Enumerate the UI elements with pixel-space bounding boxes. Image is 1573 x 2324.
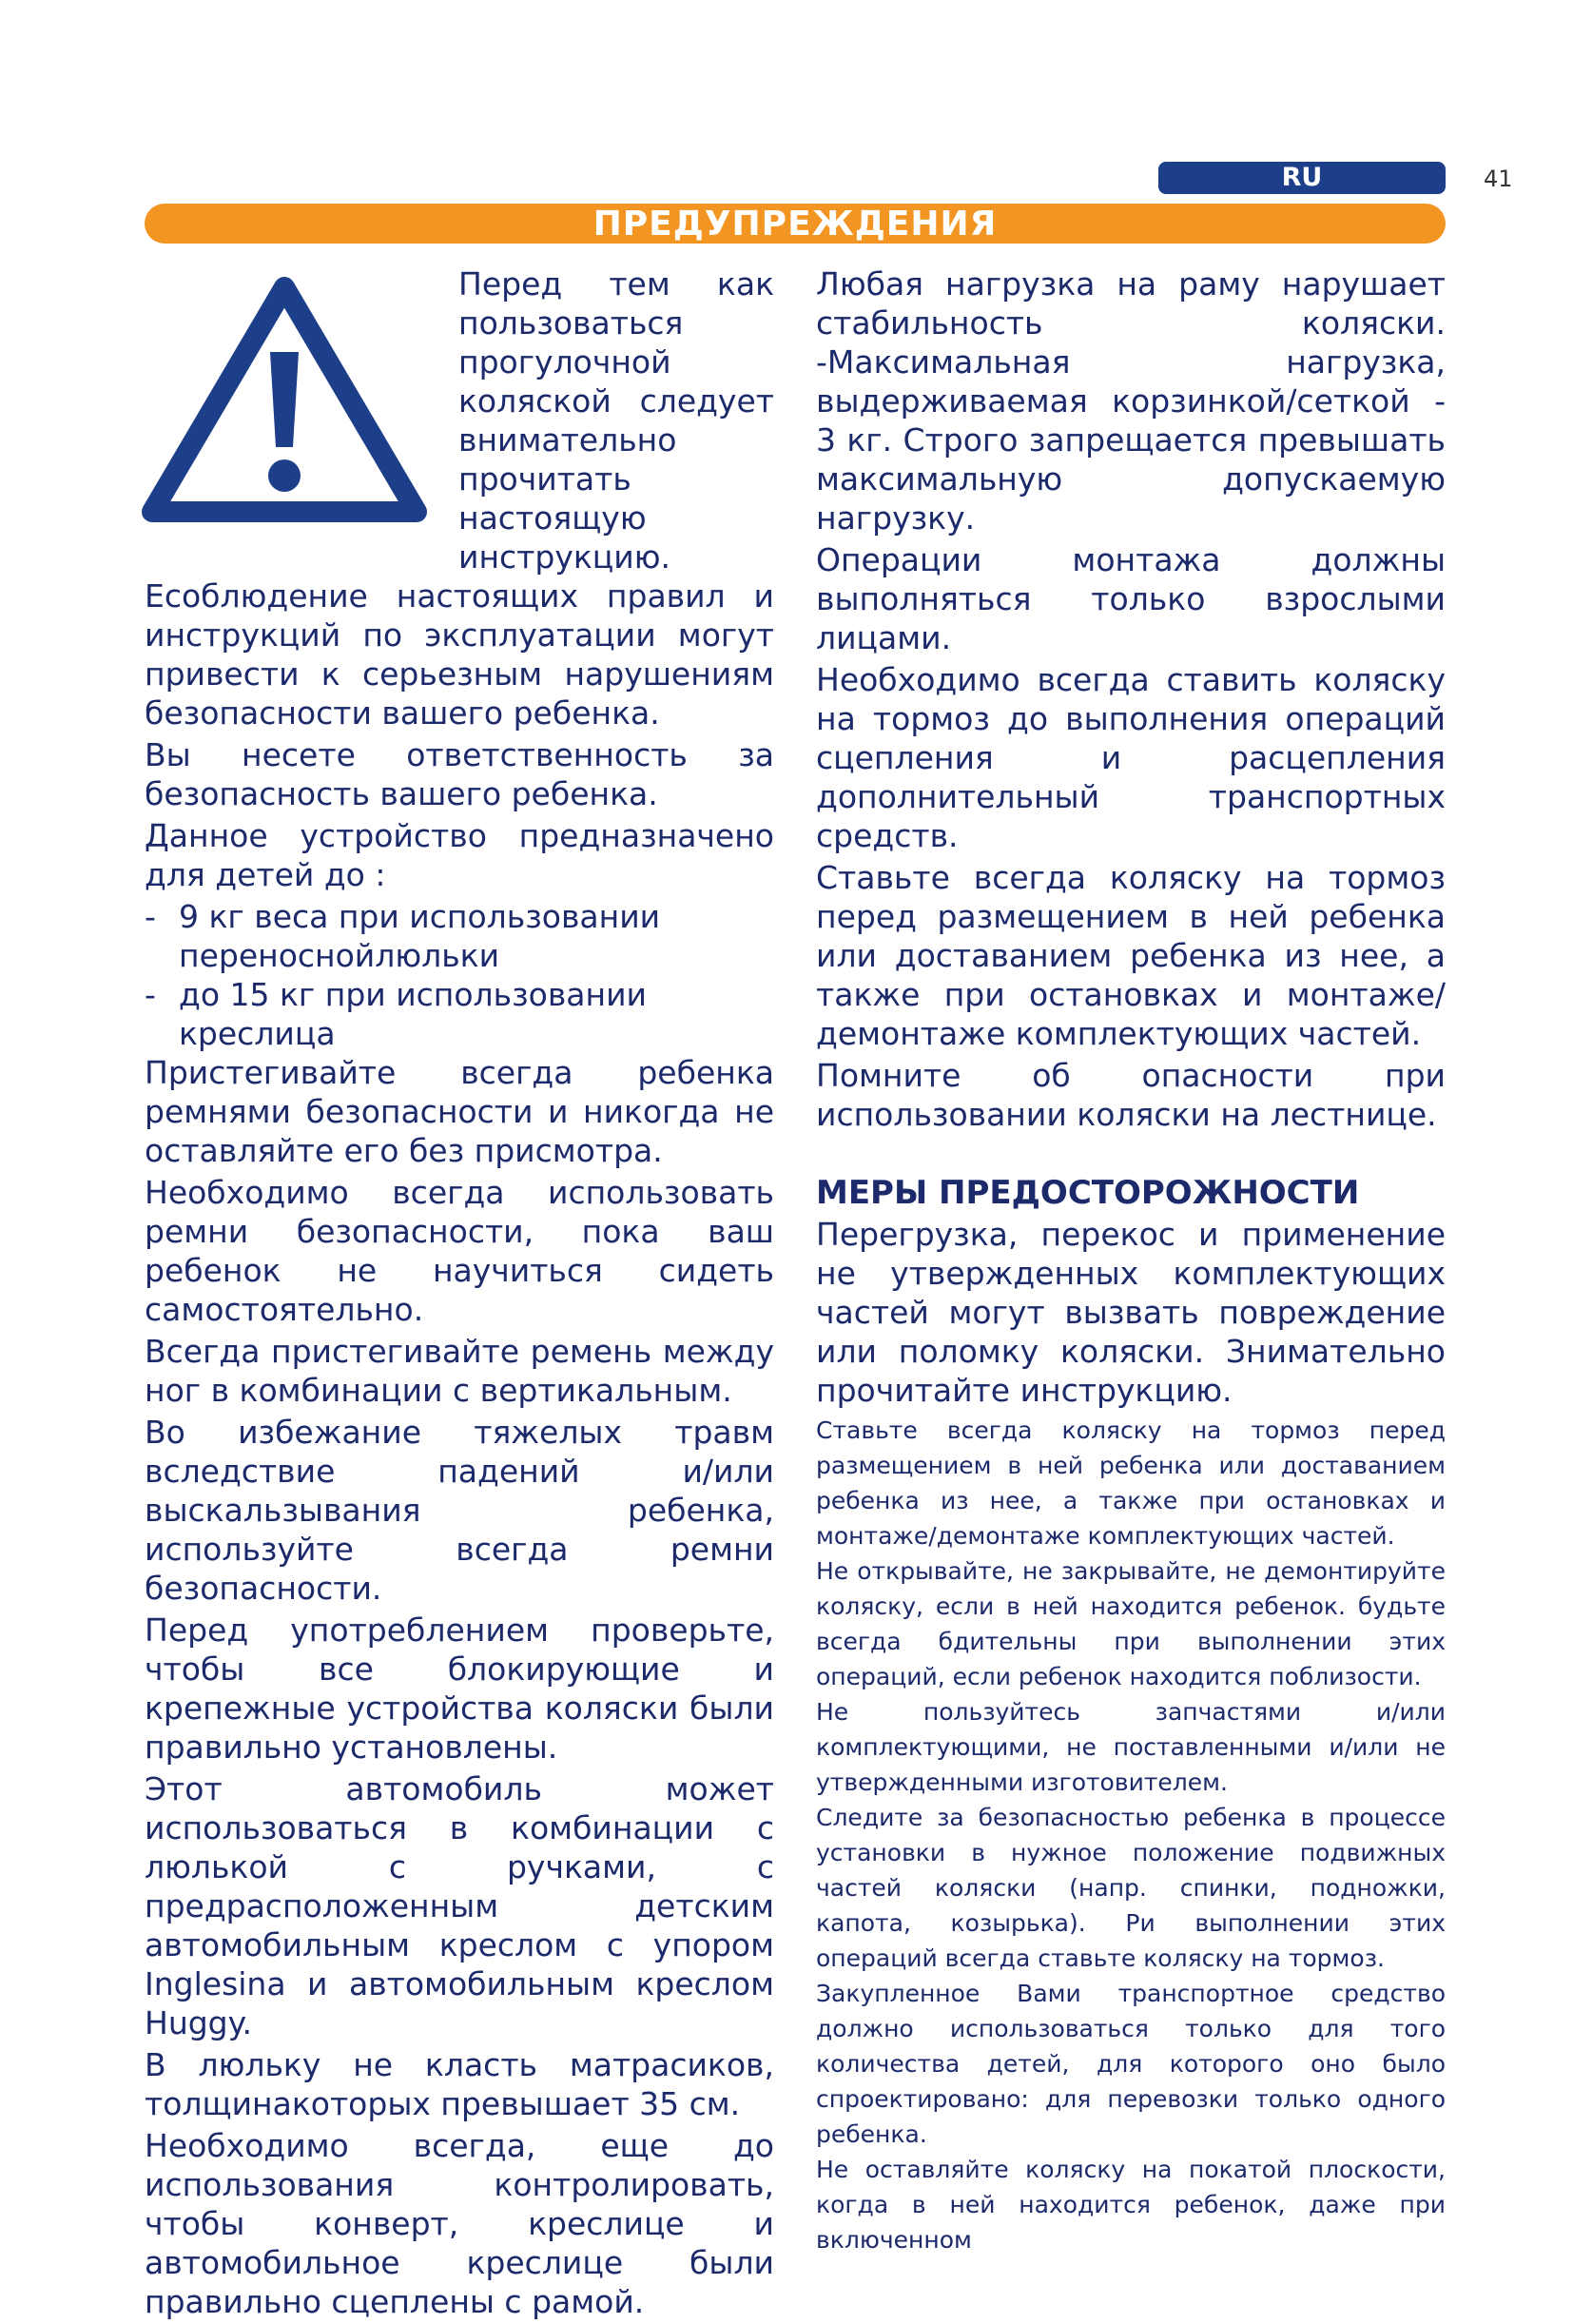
left-column	[145, 264, 774, 2324]
precaution-item: Не открывайте, не закрывайте, не демонтируйте коляску, если в ней находится ребенок. будьте всегда бдительны при выполнении этих операций, если ребенок находится поблизости.	[816, 1557, 1446, 1690]
overload-paragraph: Перегрузка, перекос и применение не утвержденных комплектующих частей могут вызвать повреждение или поломку коляски. Знимательно прочитайте инструкцию.	[816, 1216, 1446, 1409]
stairs-paragraph: Помните об опасности при использовании коляски на лестнице.	[816, 1057, 1446, 1133]
check-locks-paragraph: Перед употреблением проверьте, чтобы все блокирующие и крепежные устройства коляски были правильно установлены.	[145, 1611, 774, 1766]
precaution-item: Не оставляйте коляску на покатой плоскости, когда в ней находится ребенок, даже при включенном	[816, 2156, 1446, 2254]
responsibility-paragraph: Вы несете ответственность за безопасность вашего ребенка.	[145, 736, 774, 812]
list-item-text: до 15 кг при использовании креслица	[179, 976, 647, 1052]
precaution-item: Не пользуйтесь запчастями и/или комплектующими, не поставленными и/или не утвержденными изготовителем.	[816, 1698, 1446, 1796]
brake-placement-paragraph: Ставьте всегда коляску на тормоз перед размещением в ней ребенка или доставанием ребенка из нее, а также при остановках и монтаже/демонтаже комплектующих частей.	[816, 859, 1446, 1052]
brake-paragraph: Необходимо всегда ставить коляску на тормоз до выполнения операций сцепления и расцепления дополнительный транспортных средств.	[816, 661, 1446, 854]
combination-paragraph: Этот автомобиль может использоваться в комбинации с люлькой с ручками, с предрасположенным детским автомобильным креслом с упором Inglesina и автомобильным креслом Huggy.	[145, 1770, 774, 2041]
belt-paragraph: Необходимо всегда использовать ремни безопасности, пока ваш ребенок не научиться сидеть самостоятельно.	[145, 1174, 774, 1328]
section-title-banner: ПРЕДУПРЕЖДЕНИЯ	[145, 204, 1446, 244]
crotch-strap-paragraph: Всегда пристегивайте ремень между ног в комбинации с вертикальным.	[145, 1333, 774, 1409]
list-dash: -	[145, 976, 156, 1013]
precautions-list	[816, 1413, 1446, 2257]
load-paragraph: Любая нагрузка на раму нарушает стабильность коляски. -Максимальная нагрузка, выдерживаемая корзинкой/сеткой - 3 кг. Строго запрещается превышать максимальную допускаемую нагрузку.	[816, 265, 1446, 537]
attachment-paragraph: Необходимо всегда, еще до использования контролировать, чтобы конверт, креслице и автомобильное креслице были правильно сцеплены с рамой.	[145, 2127, 774, 2320]
list-dash: -	[145, 898, 156, 935]
right-column	[816, 264, 1446, 2257]
precautions-heading: МЕРЫ ПРЕДОСТОРОЖНОСТИ	[816, 1174, 1360, 1212]
injury-paragraph: Во избежание тяжелых травм вследствие падений и/или выскальзывания ребенка, используйте всегда ремни безопасности.	[145, 1414, 774, 1607]
precaution-item: Следите за безопасностью ребенка в процессе установки в нужное положение подвижных частей коляски (напр. спинки, подножки, капота, козырька). Ри выполнении этих операций всегда ставьте коляску на тормоз.	[816, 1804, 1446, 1972]
precaution-item: Закупленное Вами транспортное средство должно использоваться только для того количества детей, для которого оно было спроектировано: для перевозки только одного ребенка.	[816, 1980, 1446, 2148]
intended-use-paragraph: Данное устройство предназначено для детей до :	[145, 817, 774, 893]
assembly-paragraph: Операции монтажа должны выполняться только взрослыми лицами.	[816, 541, 1446, 656]
list-item	[145, 975, 774, 1053]
page-number: 41	[1484, 166, 1513, 192]
language-badge: RU	[1158, 162, 1446, 194]
intro-paragraph: Перед тем как пользоваться прогулочной коляской следует внимательно прочитать настоящую инструкцию. Есоблюдение настоящих правил и инструкций по эксплуатации могут привести к серьезным нарушениям безопасности вашего ребенка.	[145, 265, 774, 732]
icon-space	[145, 264, 458, 542]
precaution-item: Ставьте всегда коляску на тормоз перед размещением в ней ребенка или доставанием ребенка из нее, а также при остановках и монтаже/демонтаже комплектующих частей.	[816, 1416, 1446, 1550]
mattress-paragraph: В люльку не класть матрасиков, толщинакоторых превышает 35 см.	[145, 2046, 774, 2122]
list-item	[145, 897, 774, 975]
list-item-text: 9 кг веса при использовании переноснойлюльки	[179, 898, 661, 974]
harness-paragraph: Пристегивайте всегда ребенка ремнями безопасности и никогда не оставляйте его без присмотра.	[145, 1054, 774, 1169]
